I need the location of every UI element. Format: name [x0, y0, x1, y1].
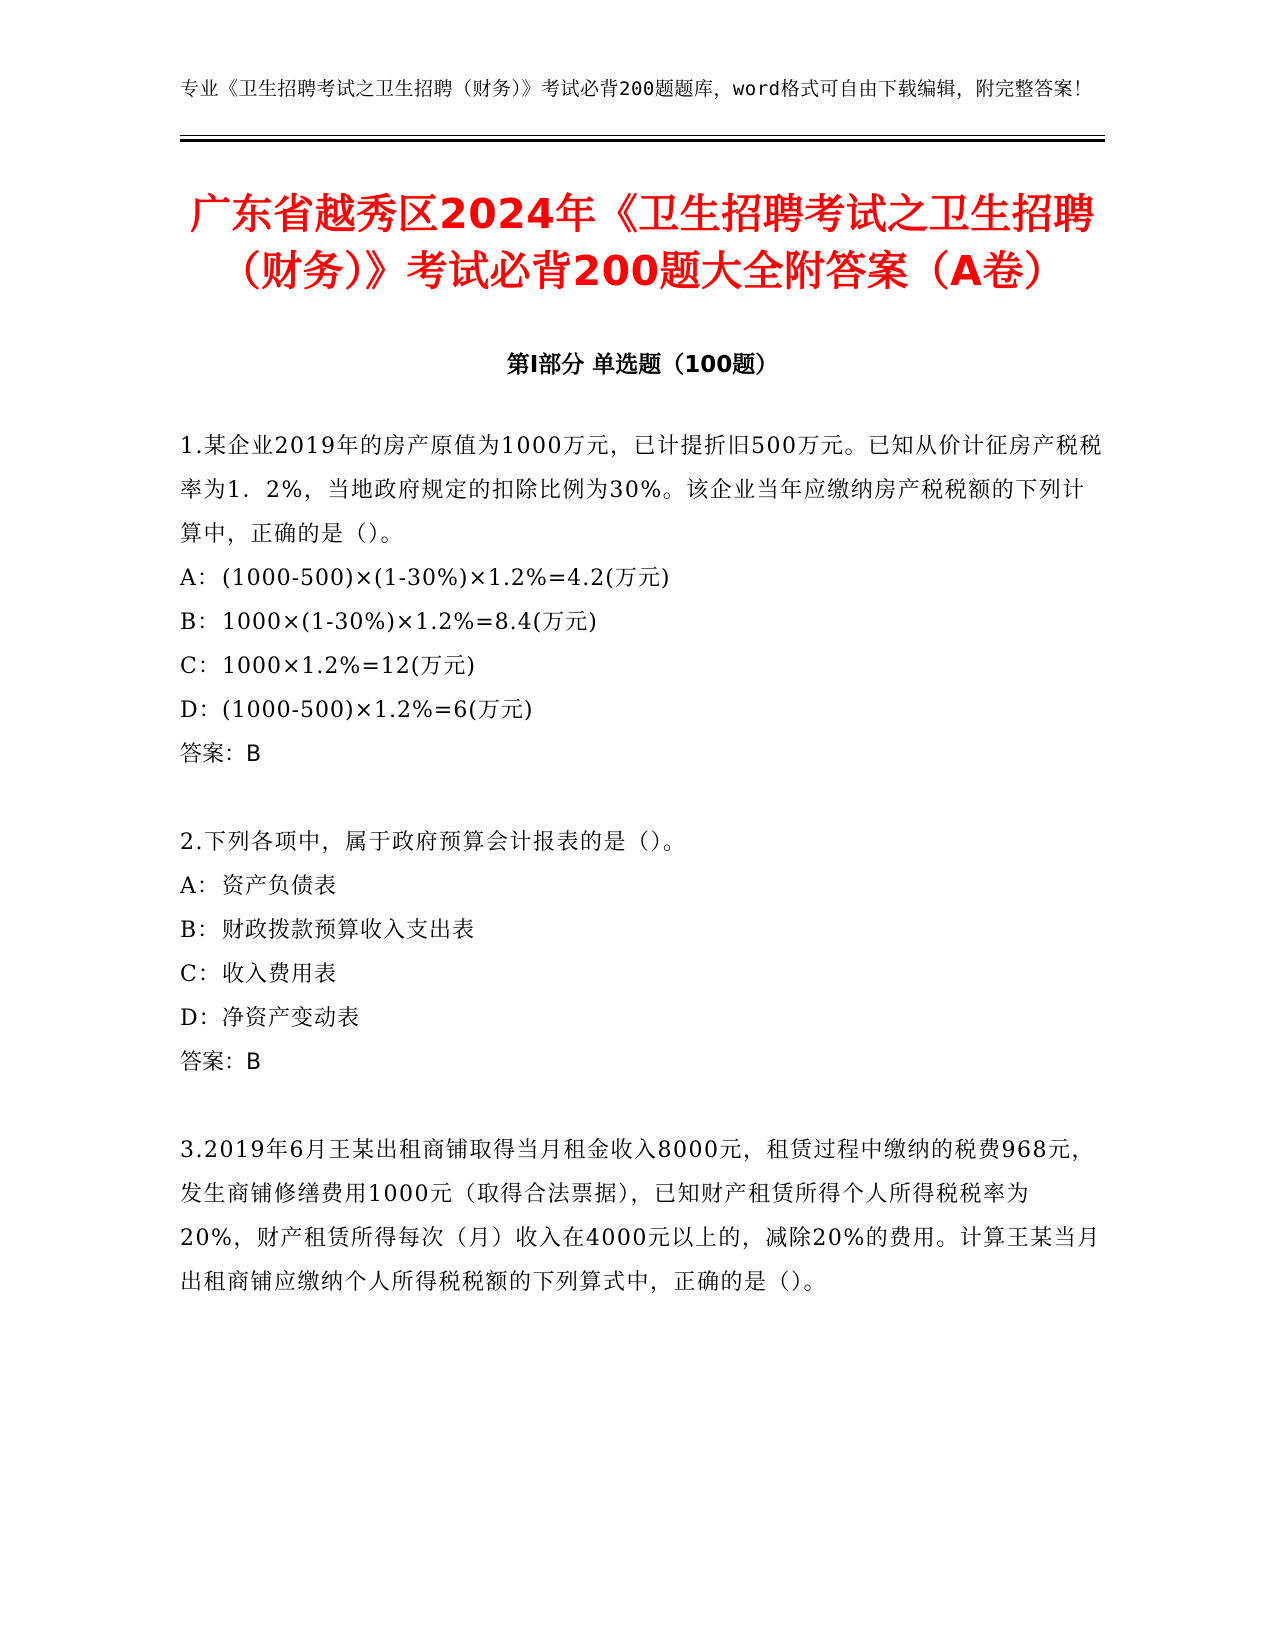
option-text: (1000-500)×(1-30%)×1.2%=4.2(万元)	[222, 566, 671, 591]
section-heading: 第I部分 单选题（100题）	[506, 352, 779, 378]
option-text: 1000×1.2%=12(万元)	[222, 654, 476, 679]
option-c	[180, 645, 1105, 689]
question-3	[180, 1129, 1105, 1305]
option-text: 财政拨款预算收入支出表	[222, 918, 476, 943]
option-a	[180, 557, 1105, 601]
option-key: C：	[180, 962, 221, 987]
option-key: B：	[180, 610, 221, 635]
option-text: 净资产变动表	[222, 1006, 361, 1031]
option-b	[180, 909, 1105, 953]
question-stem: 3.2019年6月王某出租商铺取得当月租金收入8000元，租赁过程中缴纳的税费968元，发生商铺修缮费用1000元（取得合法票据），已知财产租赁所得个人所得税税率为20%，财产租赁所得每次（月）收入在4000元以上的，减除20%的费用。计算王某当月出租商铺应缴纳个人所得税税额的下列算式中，正确的是（）。	[180, 1138, 1101, 1295]
question-1	[180, 425, 1105, 777]
header-note: 专业《卫生招聘考试之卫生招聘（财务）》考试必背200题题库，word格式可自由下载编辑，附完整答案！	[180, 78, 1093, 100]
option-c	[180, 953, 1105, 997]
question-2	[180, 821, 1105, 1085]
option-text: (1000-500)×1.2%=6(万元)	[222, 698, 534, 723]
document-title: 广东省越秀区2024年《卫生招聘考试之卫生招聘（财务）》考试必背200题大全附答案（A卷）	[190, 190, 1095, 295]
question-stem: 1.某企业2019年的房产原值为1000万元，已计提折旧500万元。已知从价计征房产税税率为1．2%，当地政府规定的扣除比例为30%。该企业当年应缴纳房产税税额的下列计算中，正确的是（）。	[180, 434, 1103, 547]
answer-line: 答案：B	[180, 1050, 262, 1075]
question-stem: 2.下列各项中，属于政府预算会计报表的是（）。	[180, 830, 687, 855]
option-key: B：	[180, 918, 221, 943]
option-key: D：	[180, 698, 222, 723]
option-text: 收入费用表	[222, 962, 338, 987]
option-key: C：	[180, 654, 221, 679]
answer-line: 答案：B	[180, 742, 262, 767]
option-d	[180, 997, 1105, 1041]
option-text: 资产负债表	[222, 874, 338, 899]
header-divider	[180, 135, 1105, 142]
document-page	[180, 70, 1105, 1305]
option-text: 1000×(1-30%)×1.2%=8.4(万元)	[222, 610, 598, 635]
option-key: A：	[180, 874, 220, 899]
option-d	[180, 689, 1105, 733]
option-a	[180, 865, 1105, 909]
option-key: A：	[180, 566, 220, 591]
option-b	[180, 601, 1105, 645]
option-key: D：	[180, 1006, 222, 1031]
